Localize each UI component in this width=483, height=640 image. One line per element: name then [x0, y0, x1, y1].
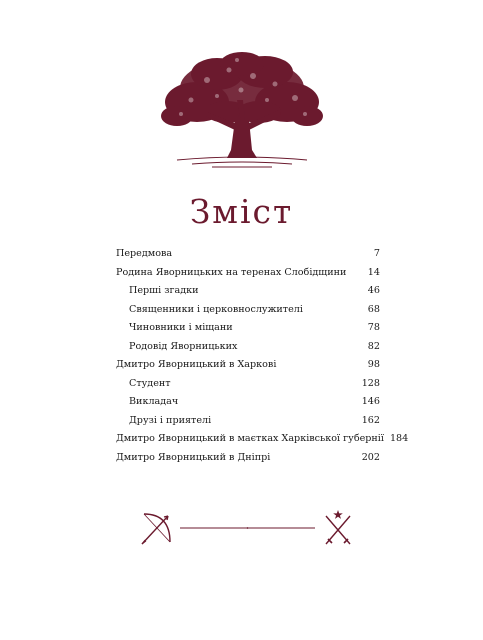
toc-entry-title: Дмитро Яворницький в маєтках Харківської губернії: [116, 433, 384, 444]
toc-entry-title: Родина Яворницьких на теренах Слобідщини: [116, 266, 347, 278]
toc-entry-title: Перші згадки: [129, 285, 199, 296]
decorative-divider: [140, 508, 355, 548]
toc-entry[interactable]: [116, 430, 409, 449]
toc-entry-page: 68: [367, 303, 380, 315]
toc-subentry[interactable]: [116, 319, 380, 338]
star-icon: [333, 510, 343, 519]
toc-entry-title: Родовід Яворницьких: [129, 340, 238, 352]
toc-subentry[interactable]: [116, 412, 380, 431]
toc-entry-page: 7: [373, 248, 380, 259]
toc-subentry[interactable]: [116, 282, 380, 301]
toc-entry-title: Викладач: [129, 396, 179, 407]
table-of-contents: [116, 245, 409, 467]
toc-subentry[interactable]: [116, 393, 380, 412]
page-title: Зміст: [189, 192, 294, 231]
toc-subentry[interactable]: [116, 338, 380, 357]
toc-entry-page: 82: [367, 340, 380, 352]
toc-entry-page: 162: [361, 414, 380, 426]
toc-entry[interactable]: [116, 356, 380, 375]
toc-subentry[interactable]: [116, 375, 380, 394]
toc-entry-page: 14: [367, 266, 380, 278]
toc-entry-page: 98: [367, 359, 380, 370]
toc-entry-title: Дмитро Яворницький в Харкові: [116, 359, 277, 370]
toc-entry-page: 128: [361, 377, 380, 389]
toc-entry[interactable]: [116, 264, 380, 283]
toc-entry-page: 202: [361, 451, 380, 463]
oak-tree-icon: [157, 50, 327, 168]
bow-and-arrow-icon: [142, 514, 170, 544]
toc-entry-title: Передмова: [116, 248, 173, 259]
toc-entry-title: Дмитро Яворницький в Дніпрі: [116, 451, 271, 463]
toc-entry[interactable]: [116, 449, 380, 468]
toc-entry-page: 46: [367, 285, 380, 296]
toc-entry-page: 78: [367, 322, 380, 333]
crossed-sabres-star-icon: [326, 516, 350, 544]
toc-subentry[interactable]: [116, 301, 380, 320]
toc-entry-title: Друзі і приятелі: [129, 414, 212, 426]
toc-entry-page: 184: [389, 433, 409, 444]
toc-entry-title: Священники і церковнослужителі: [129, 303, 303, 315]
toc-entry-page: 146: [361, 396, 380, 407]
toc-entry-title: Студент: [129, 377, 171, 389]
toc-entry-title: Чиновники і міщани: [129, 322, 233, 333]
toc-entry[interactable]: [116, 245, 380, 264]
